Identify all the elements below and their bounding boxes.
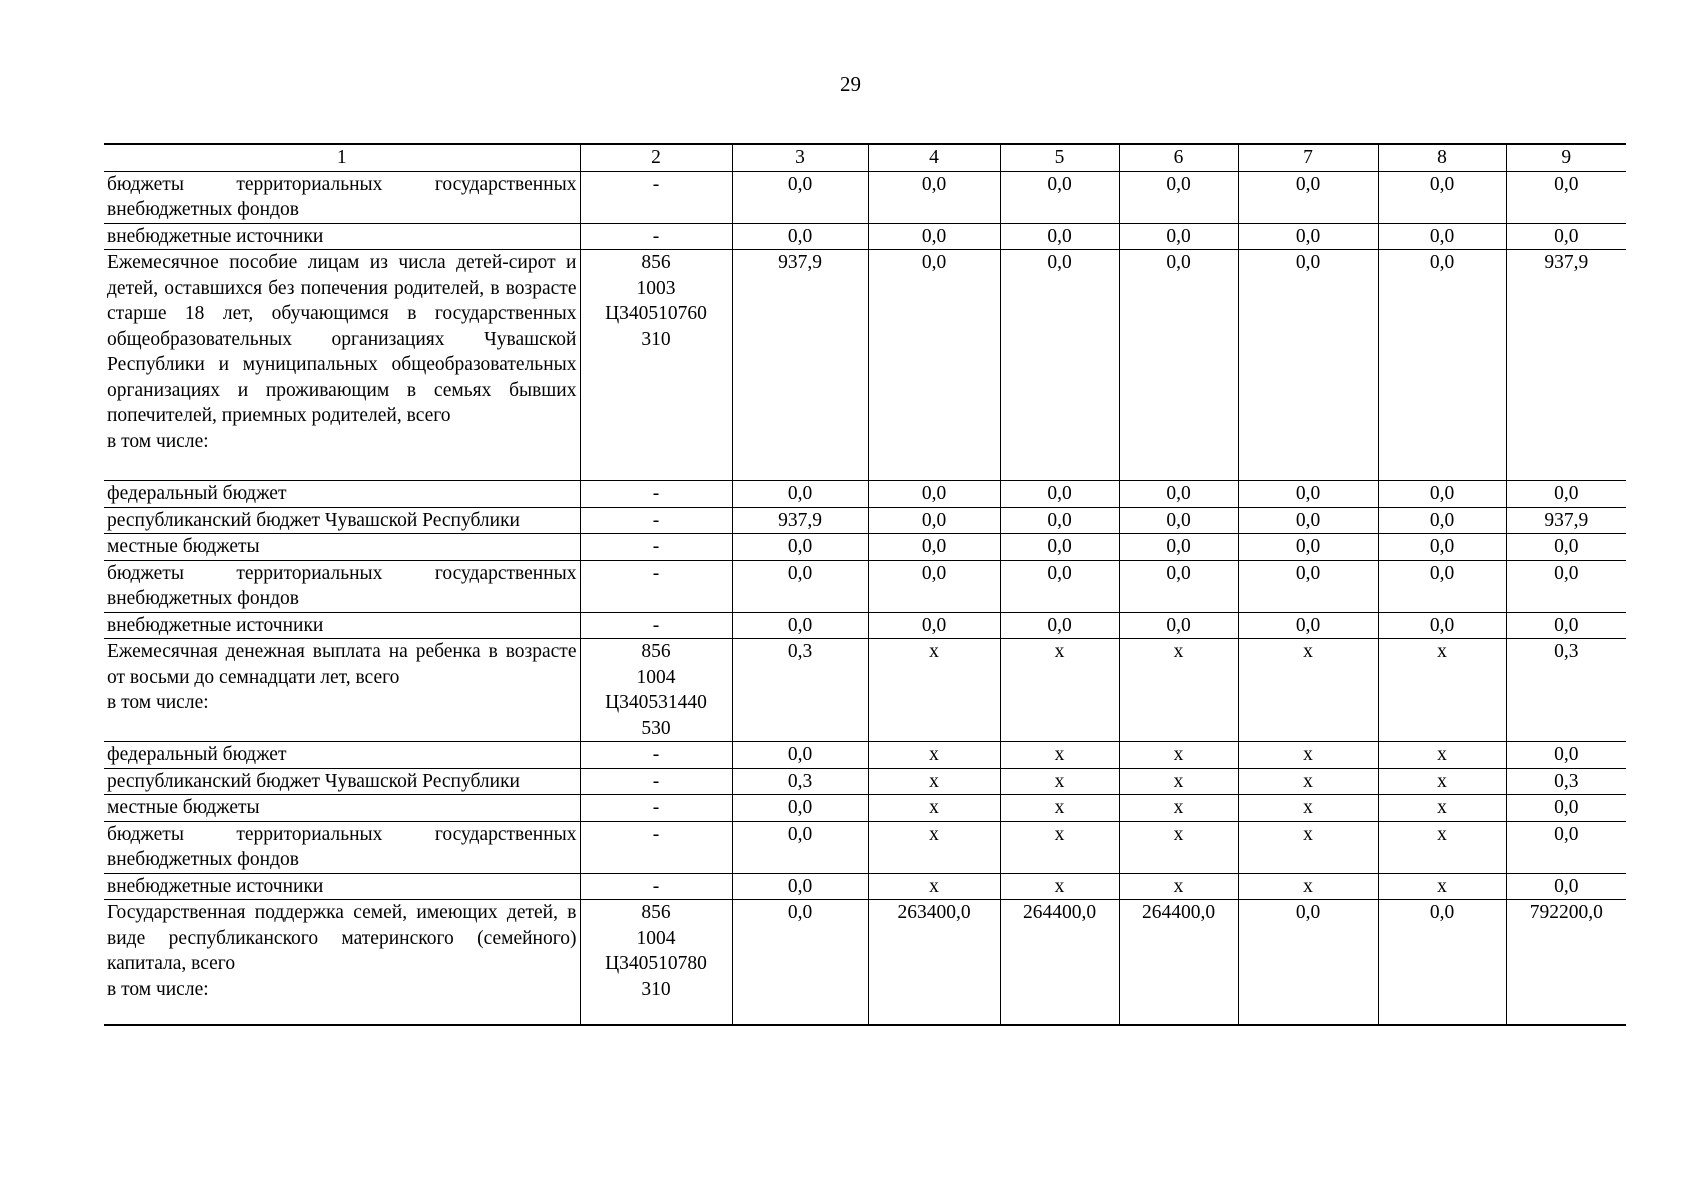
value-cell: х	[1238, 768, 1378, 795]
row-name-tail: в том числе:	[107, 692, 209, 713]
value-cell: х	[1238, 821, 1378, 873]
row-name: внебюджетные источники	[107, 875, 324, 897]
value-cell: х	[868, 768, 1000, 795]
budget-code-cell	[580, 250, 732, 481]
page-number: 29	[840, 72, 861, 96]
column-header: 8	[1378, 144, 1506, 171]
value-cell: 0,0	[1000, 612, 1119, 639]
table-row	[104, 507, 1626, 534]
value-cell: 264400,0	[1119, 900, 1238, 1026]
table-row	[104, 768, 1626, 795]
value-cell: 0,0	[1378, 481, 1506, 508]
row-name-cell	[104, 873, 580, 900]
value-cell: 937,9	[1506, 507, 1626, 534]
value-cell: 0,0	[1119, 171, 1238, 223]
value-cell: 0,0	[868, 612, 1000, 639]
row-name-cell	[104, 250, 580, 481]
value-cell: х	[1378, 795, 1506, 822]
value-cell: 0,0	[1506, 171, 1626, 223]
budget-code-line: 1003	[636, 277, 676, 299]
row-name: федеральный бюджет	[107, 744, 287, 765]
value-cell: 0,0	[1506, 223, 1626, 250]
budget-code-line: -	[652, 225, 660, 247]
value-cell: х	[868, 821, 1000, 873]
value-cell: 0,0	[1506, 481, 1626, 508]
value-cell: 0,0	[1378, 507, 1506, 534]
value-cell: х	[1119, 742, 1238, 769]
value-cell: 0,0	[1506, 534, 1626, 561]
budget-code-line: -	[652, 770, 660, 792]
table-row	[104, 171, 1626, 223]
row-name-cell	[104, 481, 580, 508]
value-cell: 0,0	[1119, 534, 1238, 561]
table-row	[104, 612, 1626, 639]
budget-code-line: -	[652, 483, 660, 504]
budget-code-line: 1004	[636, 666, 676, 688]
value-cell: 0,0	[868, 171, 1000, 223]
table-row	[104, 900, 1626, 1026]
value-cell: х	[868, 742, 1000, 769]
budget-code-cell	[580, 900, 732, 1026]
row-name-cell	[104, 639, 580, 742]
value-cell: 0,0	[1000, 223, 1119, 250]
column-header: 1	[104, 144, 580, 171]
value-cell: 0,0	[1238, 507, 1378, 534]
value-cell: 0,0	[1238, 171, 1378, 223]
budget-code-line: -	[652, 744, 660, 765]
budget-code-cell	[580, 821, 732, 873]
budget-code-cell	[580, 223, 732, 250]
value-cell: 0,0	[732, 171, 868, 223]
row-name: бюджеты территориальных государственных внебюджетных фондов	[107, 173, 577, 220]
column-header: 2	[580, 144, 732, 171]
value-cell: 0,0	[732, 534, 868, 561]
value-cell: 0,0	[1238, 900, 1378, 1026]
budget-code-line: 856	[641, 902, 671, 923]
budget-code-line: 310	[641, 978, 671, 1000]
budget-code-line: -	[652, 875, 660, 897]
value-cell: х	[868, 795, 1000, 822]
table-row	[104, 639, 1626, 742]
value-cell: х	[1238, 795, 1378, 822]
budget-code-line: 530	[641, 717, 671, 739]
table-row	[104, 821, 1626, 873]
value-cell: 0,0	[868, 223, 1000, 250]
value-cell: 0,3	[732, 768, 868, 795]
table-row	[104, 250, 1626, 481]
value-cell: 0,0	[1000, 507, 1119, 534]
column-header: 9	[1506, 144, 1626, 171]
value-cell: 0,0	[1378, 900, 1506, 1026]
value-cell: 0,0	[732, 821, 868, 873]
table-row	[104, 795, 1626, 822]
value-cell: 0,0	[868, 560, 1000, 612]
row-name-cell	[104, 171, 580, 223]
value-cell: 0,0	[1506, 873, 1626, 900]
row-name: бюджеты территориальных государственных внебюджетных фондов	[107, 562, 577, 609]
budget-code-cell	[580, 612, 732, 639]
table-header	[104, 144, 1626, 171]
value-cell: х	[1000, 742, 1119, 769]
budget-table	[104, 143, 1626, 1026]
budget-code-line: -	[652, 173, 660, 195]
budget-code-line: 856	[641, 252, 671, 273]
budget-code-cell	[580, 171, 732, 223]
row-name: республиканский бюджет Чувашской Республики	[107, 770, 520, 792]
value-cell: 0,3	[1506, 639, 1626, 742]
budget-code-line: -	[652, 536, 660, 557]
value-cell: х	[1000, 795, 1119, 822]
budget-code-line: Ц340531440	[605, 692, 707, 713]
value-cell: 0,0	[1238, 223, 1378, 250]
budget-code-cell	[580, 481, 732, 508]
value-cell: 0,3	[732, 639, 868, 742]
budget-code-line: 856	[641, 641, 671, 662]
value-cell: 0,0	[732, 742, 868, 769]
value-cell: 0,0	[1238, 481, 1378, 508]
column-header: 5	[1000, 144, 1119, 171]
value-cell: 0,0	[1238, 250, 1378, 481]
value-cell: х	[1119, 639, 1238, 742]
row-name-cell	[104, 768, 580, 795]
value-cell: х	[1119, 768, 1238, 795]
row-name-cell	[104, 795, 580, 822]
value-cell: х	[1238, 873, 1378, 900]
table-row	[104, 223, 1626, 250]
value-cell: 0,0	[732, 873, 868, 900]
value-cell: 0,0	[1119, 507, 1238, 534]
value-cell: 0,0	[1119, 250, 1238, 481]
row-name-cell	[104, 742, 580, 769]
column-header: 6	[1119, 144, 1238, 171]
budget-code-cell	[580, 768, 732, 795]
budget-code-line: -	[652, 823, 660, 845]
budget-code-line: 1004	[636, 927, 676, 949]
value-cell: х	[1119, 821, 1238, 873]
value-cell: х	[1238, 742, 1378, 769]
row-name-cell	[104, 223, 580, 250]
value-cell: х	[1000, 821, 1119, 873]
row-name: республиканский бюджет Чувашской Республики	[107, 509, 520, 531]
budget-code-cell	[580, 534, 732, 561]
value-cell: 0,0	[732, 223, 868, 250]
row-name: внебюджетные источники	[107, 225, 324, 247]
value-cell: 0,0	[1119, 481, 1238, 508]
budget-code-cell	[580, 742, 732, 769]
value-cell: 937,9	[732, 507, 868, 534]
budget-code-cell	[580, 639, 732, 742]
row-name: Ежемесячная денежная выплата на ребенка в возрасте от восьми до семнадцати лет, всего	[107, 641, 577, 688]
row-name: местные бюджеты	[107, 797, 260, 818]
value-cell: 0,0	[1378, 534, 1506, 561]
budget-code-cell	[580, 795, 732, 822]
budget-code-cell	[580, 873, 732, 900]
value-cell: 264400,0	[1000, 900, 1119, 1026]
table-row	[104, 481, 1626, 508]
value-cell: 0,0	[1119, 612, 1238, 639]
row-name: внебюджетные источники	[107, 614, 324, 636]
value-cell: 0,0	[868, 250, 1000, 481]
value-cell: 0,0	[1506, 742, 1626, 769]
column-header: 4	[868, 144, 1000, 171]
value-cell: 0,0	[1378, 612, 1506, 639]
row-name-cell	[104, 900, 580, 1026]
budget-code-line: -	[652, 562, 660, 584]
row-name: Ежемесячное пособие лицам из числа детей-сирот и детей, оставшихся без попечения родителей, в возрасте старше 18 лет, обучающимся в государственных общеобразовательных организациях Чувашской Республики и муниципальных общеобразовательных организациях и проживающим в семьях бывших попечителей, приемных родителей, всего	[107, 252, 577, 426]
row-name: федеральный бюджет	[107, 483, 287, 504]
value-cell: 0,0	[732, 612, 868, 639]
table-row	[104, 560, 1626, 612]
value-cell: 0,0	[1378, 250, 1506, 481]
value-cell: х	[868, 873, 1000, 900]
value-cell: 0,3	[1506, 768, 1626, 795]
row-name-cell	[104, 612, 580, 639]
budget-code-line: Ц340510780	[605, 953, 707, 974]
value-cell: 0,0	[1119, 560, 1238, 612]
table-body	[104, 171, 1626, 1025]
budget-code-line: 310	[641, 328, 671, 350]
value-cell: 0,0	[1119, 223, 1238, 250]
value-cell: 0,0	[1378, 171, 1506, 223]
row-name-cell	[104, 534, 580, 561]
value-cell: х	[1378, 639, 1506, 742]
value-cell: х	[1238, 639, 1378, 742]
value-cell: х	[1378, 742, 1506, 769]
value-cell: 0,0	[1378, 560, 1506, 612]
value-cell: х	[1378, 873, 1506, 900]
value-cell: 0,0	[1506, 560, 1626, 612]
value-cell: 0,0	[1000, 481, 1119, 508]
budget-code-line: -	[652, 797, 660, 818]
table-row	[104, 873, 1626, 900]
value-cell: 0,0	[1000, 171, 1119, 223]
value-cell: 0,0	[868, 534, 1000, 561]
value-cell: 0,0	[1506, 821, 1626, 873]
value-cell: 263400,0	[868, 900, 1000, 1026]
value-cell: 0,0	[1506, 612, 1626, 639]
column-header: 7	[1238, 144, 1378, 171]
value-cell: х	[1000, 639, 1119, 742]
budget-code-cell	[580, 507, 732, 534]
value-cell: х	[1119, 795, 1238, 822]
value-cell: 937,9	[1506, 250, 1626, 481]
value-cell: х	[1378, 768, 1506, 795]
value-cell: 0,0	[1238, 560, 1378, 612]
value-cell: 0,0	[868, 481, 1000, 508]
value-cell: 0,0	[1238, 612, 1378, 639]
value-cell: 0,0	[1000, 560, 1119, 612]
value-cell: х	[1000, 873, 1119, 900]
table-row	[104, 534, 1626, 561]
value-cell: 0,0	[1000, 534, 1119, 561]
value-cell: х	[1000, 768, 1119, 795]
row-name-tail: в том числе:	[107, 978, 209, 1000]
row-name: местные бюджеты	[107, 536, 260, 557]
row-name-cell	[104, 821, 580, 873]
row-name: Государственная поддержка семей, имеющих детей, в виде республиканского материнского (семейного) капитала, всего	[107, 902, 577, 974]
budget-code-line: Ц340510760	[605, 303, 707, 324]
value-cell: 0,0	[732, 900, 868, 1026]
value-cell: 0,0	[1238, 534, 1378, 561]
row-name-tail: в том числе:	[107, 430, 209, 452]
value-cell: 792200,0	[1506, 900, 1626, 1026]
budget-code-cell	[580, 560, 732, 612]
value-cell: 0,0	[732, 560, 868, 612]
value-cell: 937,9	[732, 250, 868, 481]
value-cell: 0,0	[1378, 223, 1506, 250]
value-cell: 0,0	[732, 795, 868, 822]
row-name-cell	[104, 560, 580, 612]
value-cell: 0,0	[868, 507, 1000, 534]
budget-code-line: -	[652, 509, 660, 531]
table-row	[104, 742, 1626, 769]
row-name: бюджеты территориальных государственных внебюджетных фондов	[107, 823, 577, 870]
value-cell: 0,0	[732, 481, 868, 508]
value-cell: 0,0	[1000, 250, 1119, 481]
value-cell: х	[868, 639, 1000, 742]
column-header: 3	[732, 144, 868, 171]
row-name-cell	[104, 507, 580, 534]
value-cell: х	[1378, 821, 1506, 873]
value-cell: 0,0	[1506, 795, 1626, 822]
value-cell: х	[1119, 873, 1238, 900]
budget-code-line: -	[652, 614, 660, 636]
